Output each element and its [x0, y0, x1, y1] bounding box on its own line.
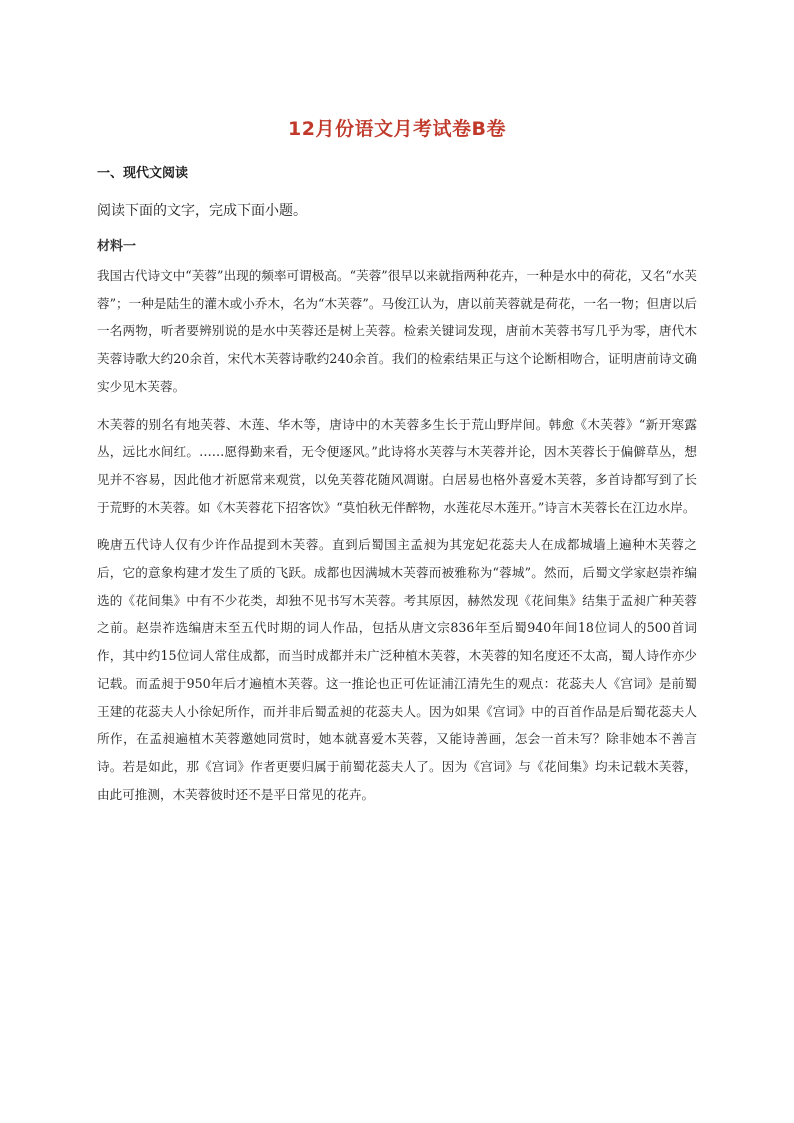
material-label: 材料一 [97, 239, 137, 254]
passage-paragraph-3: 晚唐五代诗人仅有少许作品提到木芙蓉。直到后蜀国主孟昶为其宠妃花蕊夫人在成都城墙上遍种木芙蓉之后，它的意象构建才发生了质的飞跃。成都也因满城木芙蓉而被雅称为“蓉城”。然而，后蜀文学家赵崇祚编选的《花间集》中有不少花类，却独不见书写木芙蓉。考其原因，赫然发现《花间集》结集于孟昶广种芙蓉之前。赵崇祚选编唐末至五代时期的词人作品，包括从唐文宗836年至后蜀940年间18位词人的500首词作，其中约15位词人常住成都，而当时成都并未广泛种植木芙蓉，木芙蓉的知名度还不太高，蜀人诗作亦少记载。而孟昶于950年后才遍植木芙蓉。这一推论也正可佐证浦江清先生的观点：花蕊夫人《宫词》是前蜀王建的花蕊夫人小徐妃所作，而并非后蜀孟昶的花蕊夫人。因为如果《宫词》中的百首作品是后蜀花蕊夫人所作，在孟昶遍植木芙蓉邀她同赏时，她本就喜爱木芙蓉，又能诗善画，怎会一首未写？除非她本不善言诗。若是如此，那《宫词》作者更要归属于前蜀花蕊夫人了。因为《宫词》与《花间集》均未记载木芙蓉，由此可推测，木芙蓉彼时还不是平日常见的花卉。 [97, 537, 697, 802]
exam-title: 12月份语文月考试卷B卷 [288, 118, 506, 140]
passage-body [97, 262, 697, 818]
passage-paragraph-2: 木芙蓉的别名有地芙蓉、木莲、华木等，唐诗中的木芙蓉多生长于荒山野岸间。韩愈《木芙蓉》“新开寒露丛，远比水间红。……愿得勤来看，无令便逐风。”此诗将水芙蓉与木芙蓉并论，因木芙蓉长于偏僻草丛，想见并不容易，因此他才祈愿常来观赏，以免芙蓉花随风凋谢。白居易也格外喜爱木芙蓉，多首诗都写到了长于荒野的木芙蓉。如《木芙蓉花下招客饮》“莫怕秋无伴醉物，水莲花尽木莲开。”诗言木芙蓉长在江边水岸。 [97, 416, 697, 515]
reading-instruction: 阅读下面的文字，完成下面小题。 [97, 203, 307, 219]
passage-paragraph-1: 我国古代诗文中“芙蓉”出现的频率可谓极高。“芙蓉”很早以来就指两种花卉，一种是水中的荷花，又名“水芙蓉”；一种是陆生的灌木或小乔木，名为“木芙蓉”。马俊江认为，唐以前芙蓉就是荷花，一名一物；但唐以后一名两物，听者要辨别说的是水中芙蓉还是树上芙蓉。检索关键词发现，唐前木芙蓉书写几乎为零，唐代木芙蓉诗歌大约20余首，宋代木芙蓉诗歌约240余首。我们的检索结果正与这个论断相吻合，证明唐前诗文确实少见木芙蓉。 [97, 268, 697, 394]
section-heading: 一、现代文阅读 [97, 166, 189, 181]
